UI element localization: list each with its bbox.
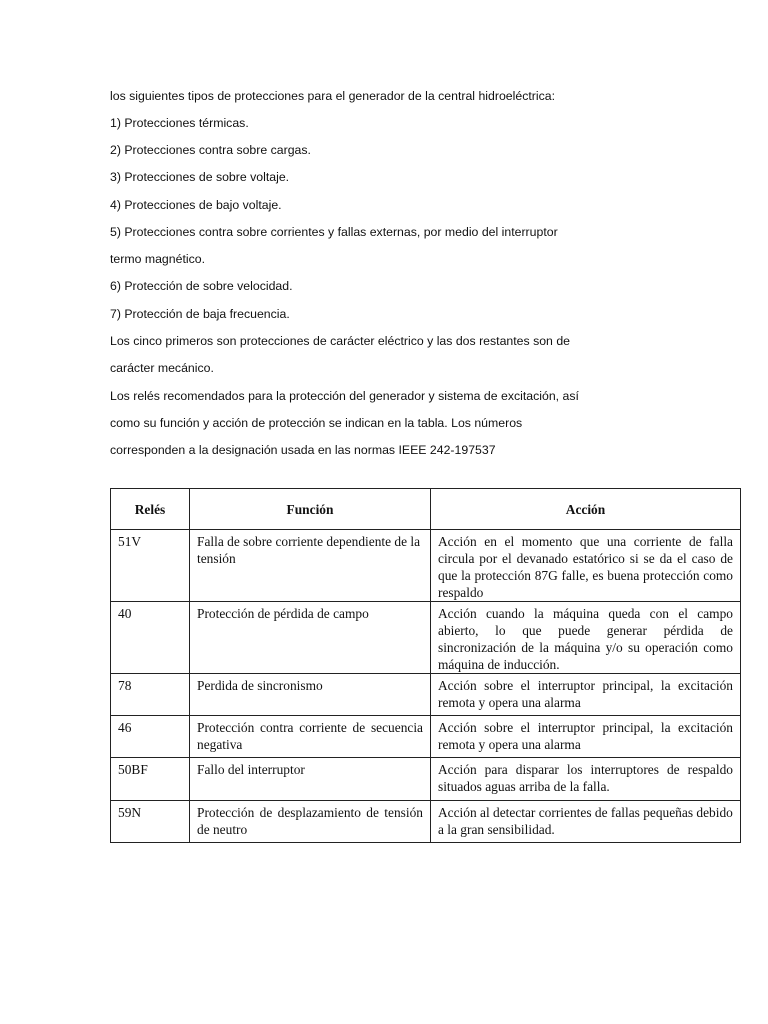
function-cell: Falla de sobre corriente dependiente de la tensión	[190, 530, 431, 602]
paragraph-2-line-3: corresponden a la designación usada en las normas IEEE 242-197537	[110, 443, 496, 457]
relay-cell: 50BF	[111, 758, 190, 801]
list-item-6: 6) Protección de sobre velocidad.	[110, 279, 293, 293]
table-header-row	[111, 489, 741, 530]
table-row	[111, 801, 741, 843]
header-action: Acción	[431, 489, 741, 530]
relay-table	[110, 488, 741, 843]
paragraph-2-line-2: como su función y acción de protección se indican en la tabla. Los números	[110, 416, 523, 430]
action-cell: Acción al detectar corrientes de fallas pequeñas debido a la gran sensibilidad.	[431, 801, 741, 843]
action-cell: Acción sobre el interruptor principal, la excitación remota y opera una alarma	[431, 716, 741, 758]
relay-cell: 59N	[111, 801, 190, 843]
table-row	[111, 758, 741, 801]
action-cell: Acción sobre el interruptor principal, la excitación remota y opera una alarma	[431, 674, 741, 716]
action-cell: Acción cuando la máquina queda con el campo abierto, lo que puede generar pérdida de sincronización de la máquina y/o su operación como máquina de inducción.	[431, 602, 741, 674]
relay-cell: 51V	[111, 530, 190, 602]
paragraph-2-line-1: Los relés recomendados para la protección del generador y sistema de excitación, así	[110, 389, 579, 403]
function-cell: Protección contra corriente de secuencia negativa	[190, 716, 431, 758]
action-cell: Acción para disparar los interruptores de respaldo situados aguas arriba de la falla.	[431, 758, 741, 801]
table-row	[111, 530, 741, 602]
function-cell: Perdida de sincronismo	[190, 674, 431, 716]
relay-cell: 40	[111, 602, 190, 674]
relay-cell: 78	[111, 674, 190, 716]
list-item-5: 5) Protecciones contra sobre corrientes y fallas externas, por medio del interruptor	[110, 225, 558, 239]
table-row	[111, 716, 741, 758]
list-item-5-continued: termo magnético.	[110, 252, 206, 266]
list-item-1: 1) Protecciones térmicas.	[110, 116, 249, 130]
paragraph-1-line-1: Los cinco primeros son protecciones de carácter eléctrico y las dos restantes son de	[110, 334, 570, 348]
table-row	[111, 602, 741, 674]
intro-text: los siguientes tipos de protecciones para el generador de la central hidroeléctrica:	[110, 89, 555, 103]
paragraph-1-line-2: carácter mecánico.	[110, 361, 214, 375]
list-item-3: 3) Protecciones de sobre voltaje.	[110, 170, 290, 184]
list-item-4: 4) Protecciones de bajo voltaje.	[110, 198, 282, 212]
function-cell: Protección de desplazamiento de tensión de neutro	[190, 801, 431, 843]
header-function: Función	[190, 489, 431, 530]
table-row	[111, 674, 741, 716]
header-relay: Relés	[111, 489, 190, 530]
relay-cell: 46	[111, 716, 190, 758]
function-cell: Fallo del interruptor	[190, 758, 431, 801]
list-item-7: 7) Protección de baja frecuencia.	[110, 307, 290, 321]
list-item-2: 2) Protecciones contra sobre cargas.	[110, 143, 311, 157]
function-cell: Protección de pérdida de campo	[190, 602, 431, 674]
action-cell: Acción en el momento que una corriente de falla circula por el devanado estatórico si se da el caso de que la protección 87G falle, es buena protección como respaldo	[431, 530, 741, 602]
